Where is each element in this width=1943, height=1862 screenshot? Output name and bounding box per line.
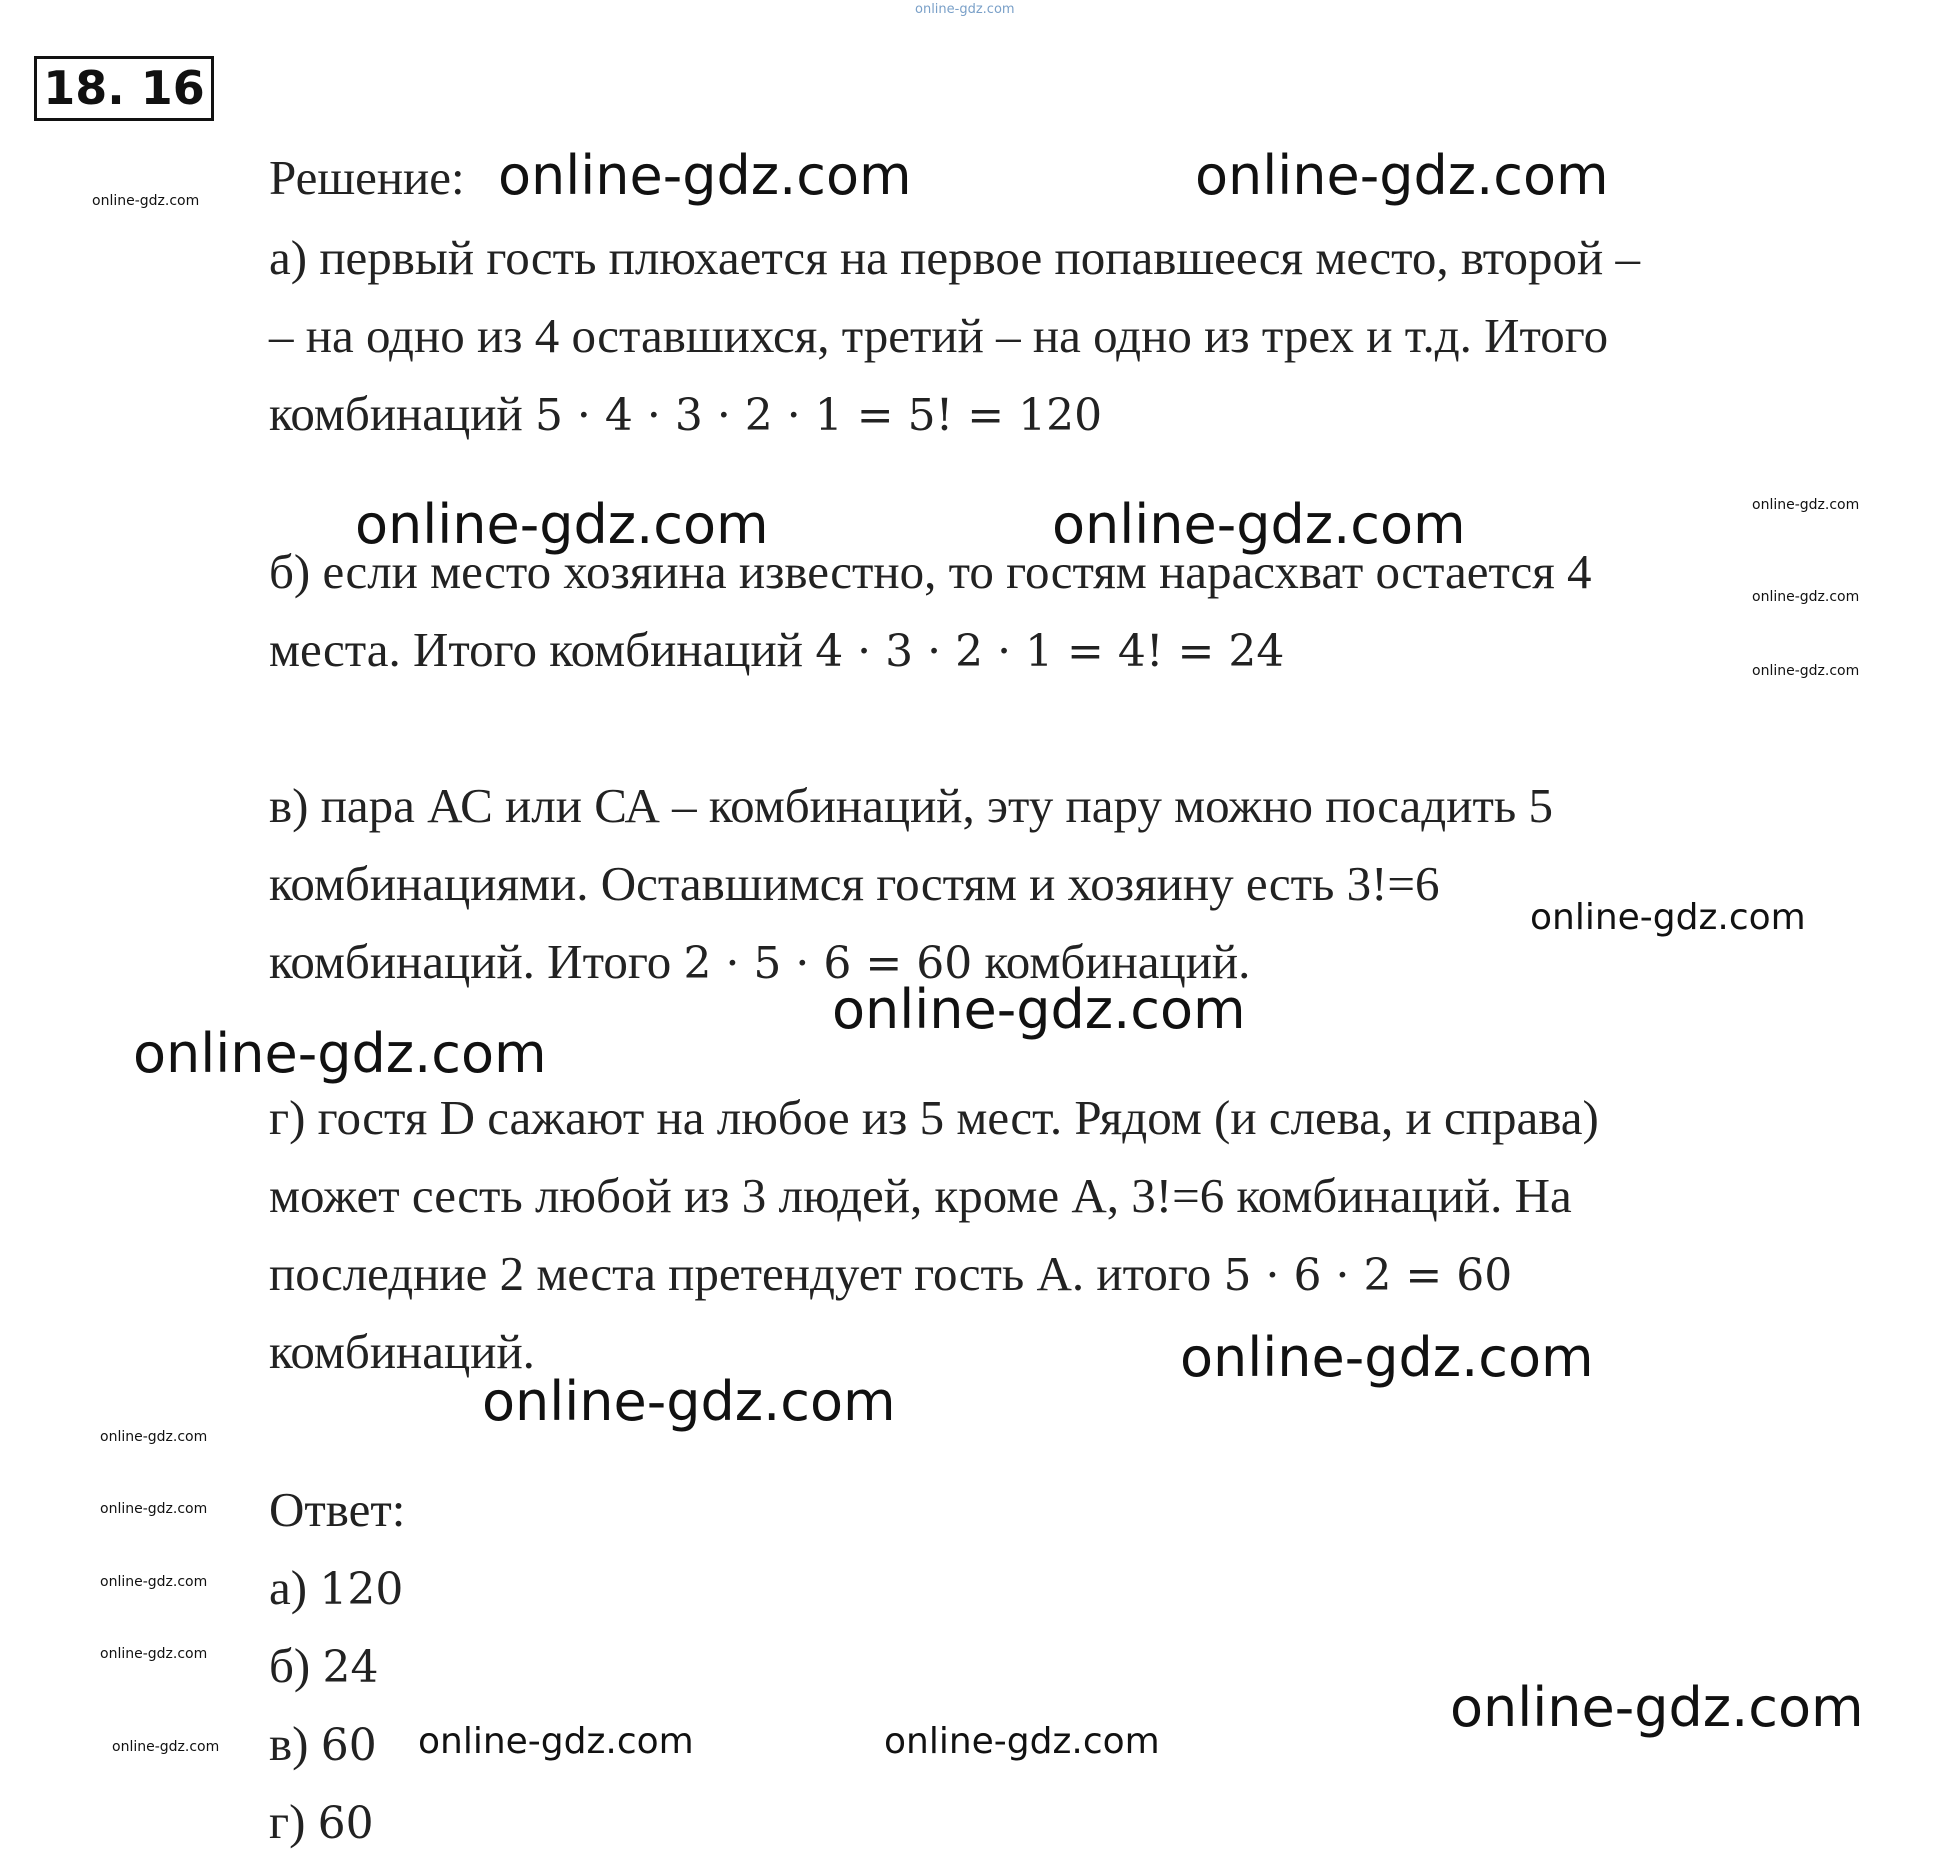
part-v-line-1: в) пара АС или СА – комбинаций, эту пару можно посадить 5	[269, 778, 1553, 833]
watermark: online-gdz.com	[100, 1501, 208, 1517]
watermark: online-gdz.com	[1052, 493, 1466, 556]
part-b-line-2	[269, 620, 1284, 682]
answer-v-value: 60	[320, 1720, 377, 1771]
watermark: online-gdz.com	[92, 193, 200, 209]
part-g-text: последние 2 места претендует гость А. итого	[269, 1246, 1224, 1301]
answer-a	[269, 1558, 403, 1620]
watermark: online-gdz.com	[498, 144, 912, 207]
part-v-line-2: комбинациями. Оставшимся гостям и хозяину есть 3!=6	[269, 856, 1440, 911]
watermark: online-gdz.com	[1530, 897, 1806, 938]
watermark: online-gdz.com	[1752, 663, 1860, 679]
part-a-line-2: – на одно из 4 оставшихся, третий – на одно из трех и т.д. Итого	[269, 308, 1609, 363]
problem-number: 18. 16	[34, 56, 214, 121]
answer-a-value: 120	[319, 1564, 404, 1615]
watermark: online-gdz.com	[100, 1646, 208, 1662]
part-g-line-4: комбинаций.	[269, 1324, 535, 1379]
watermark: online-gdz.com	[100, 1574, 208, 1590]
part-v-text-1: комбинаций. Итого	[269, 934, 684, 989]
part-a-line-3	[269, 384, 1102, 446]
part-b-text: места. Итого комбинаций	[269, 622, 816, 677]
answer-b	[269, 1636, 379, 1698]
part-a-formula: 5 · 4 · 3 · 2 · 1 = 5! = 120	[534, 390, 1103, 441]
answer-g-value: 60	[317, 1798, 374, 1849]
part-b-line-1: б) если место хозяина известно, то гостям нарасхват остается 4	[269, 544, 1592, 599]
answer-b-prefix: б)	[269, 1638, 323, 1693]
answer-a-prefix: а)	[269, 1560, 320, 1615]
watermark: online-gdz.com	[1450, 1676, 1864, 1739]
answer-g	[269, 1792, 374, 1854]
watermark: online-gdz.com	[418, 1721, 694, 1762]
part-g-formula: 5 · 6 · 2 = 60	[1223, 1250, 1513, 1301]
answer-v-prefix: в)	[269, 1716, 321, 1771]
part-v-text-2: комбинаций.	[972, 934, 1251, 989]
part-g-line-1: г) гостя D сажают на любое из 5 мест. Рядом (и слева, и справа)	[269, 1090, 1599, 1145]
watermark: online-gdz.com	[832, 978, 1246, 1041]
answer-b-value: 24	[322, 1642, 379, 1693]
solution-label: Решение:	[269, 150, 465, 205]
part-g-line-3	[269, 1244, 1512, 1306]
part-a-line-1: а) первый гость плюхается на первое попавшееся место, второй –	[269, 230, 1640, 285]
part-v-formula: 2 · 5 · 6 = 60	[683, 938, 973, 989]
answer-v	[269, 1714, 377, 1776]
watermark: online-gdz.com	[1195, 144, 1609, 207]
watermark: online-gdz.com	[100, 1429, 208, 1445]
watermark: online-gdz.com	[1752, 497, 1860, 513]
part-b-formula: 4 · 3 · 2 · 1 = 4! = 24	[815, 626, 1285, 677]
watermark: online-gdz.com	[133, 1022, 547, 1085]
watermark: online-gdz.com	[355, 493, 769, 556]
watermark: online-gdz.com	[1180, 1326, 1594, 1389]
watermark: online-gdz.com	[884, 1721, 1160, 1762]
part-a-text: комбинаций	[269, 386, 535, 441]
watermark-top: online-gdz.com	[915, 2, 1015, 17]
answer-g-prefix: г)	[269, 1794, 318, 1849]
watermark: online-gdz.com	[112, 1739, 220, 1755]
answer-label: Ответ:	[269, 1482, 406, 1537]
watermark: online-gdz.com	[1752, 589, 1860, 605]
watermark: online-gdz.com	[482, 1370, 896, 1433]
part-g-line-2: может сесть любой из 3 людей, кроме А, 3!=6 комбинаций. На	[269, 1168, 1572, 1223]
